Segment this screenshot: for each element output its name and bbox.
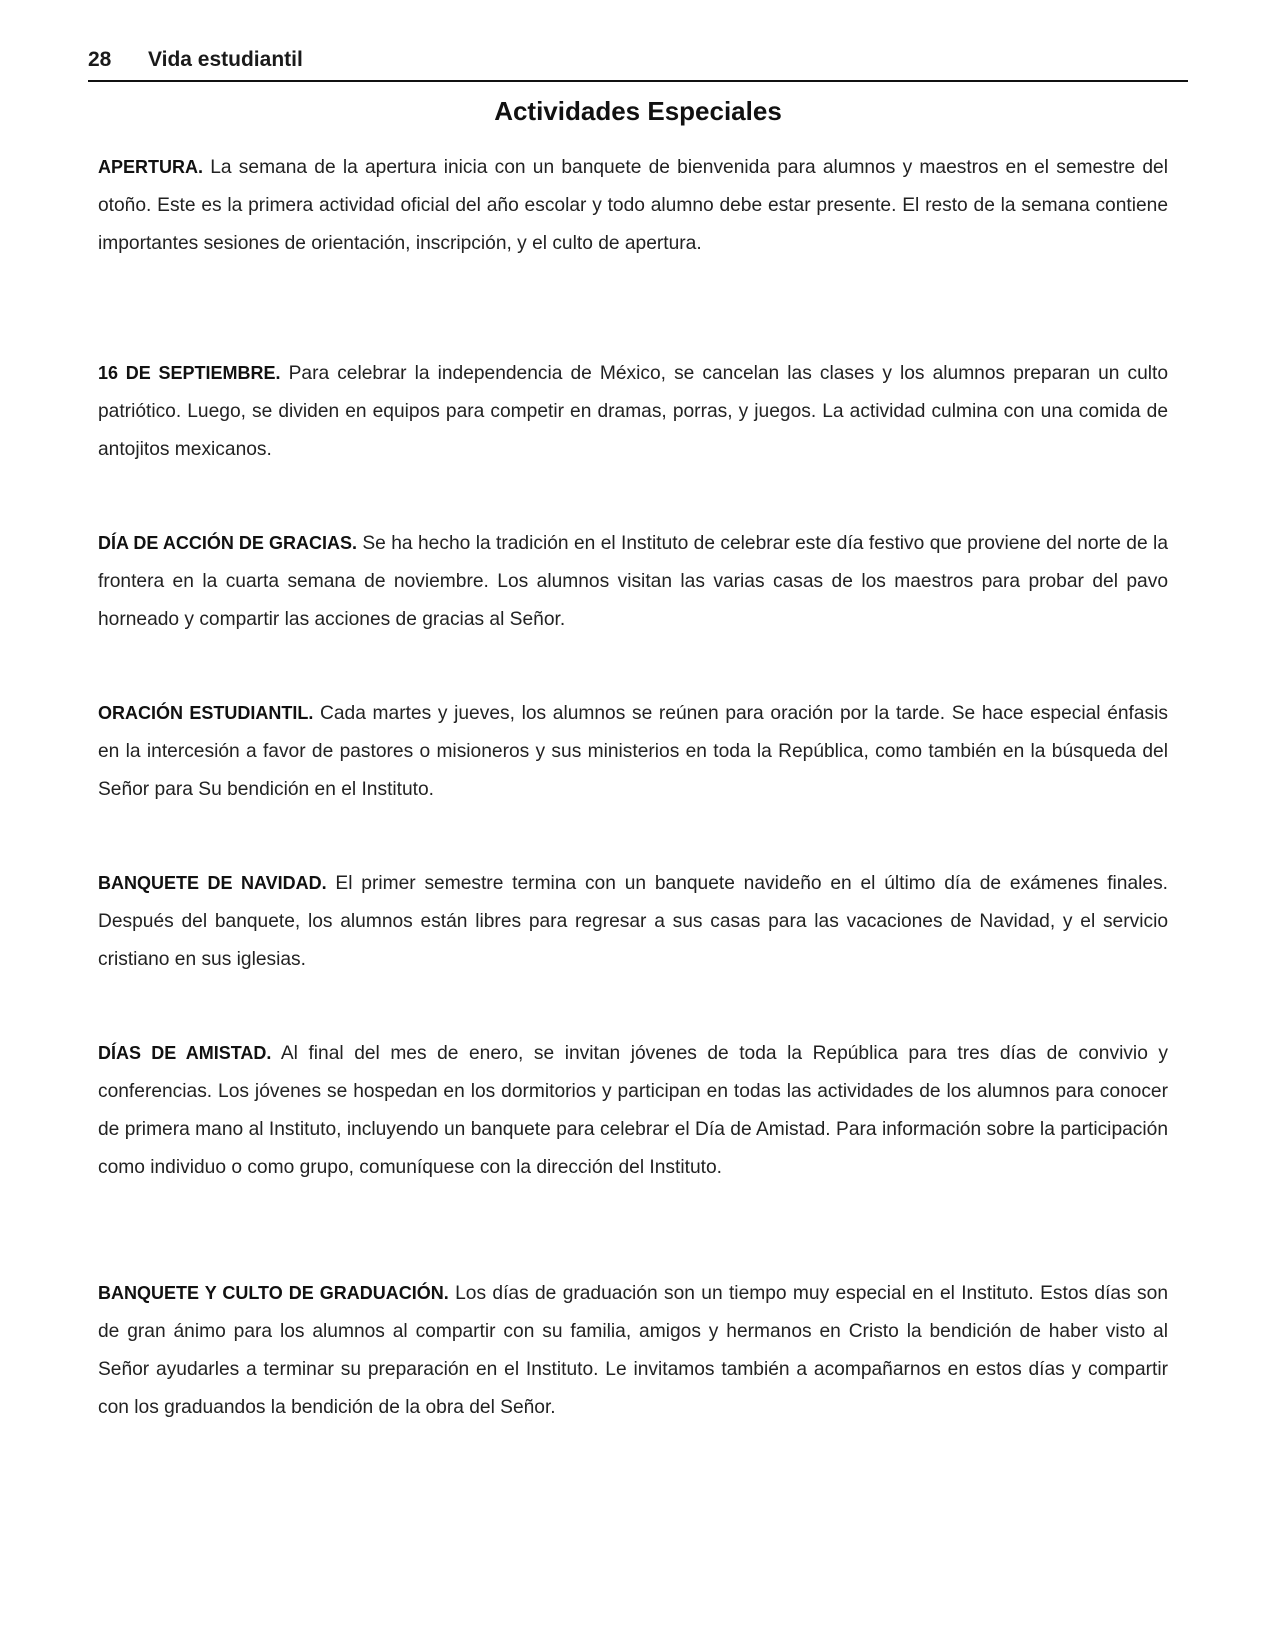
entry-text: Para celebrar la independencia de México, se cancelan las clases y los alumnos preparan un culto patriótico. Luego, se dividen en equipos para competir en dramas, porras, y juegos. La actividad culmina con una comida de antojitos mexicanos.: [98, 363, 1169, 460]
entry-text: Cada martes y jueves, los alumnos se reúnen para oración por la tarde. Se hace especial énfasis en la intercesión a favor de pastores o misioneros y sus ministerios en toda la República, como también en la búsqueda del Señor para Su bendición en el Instituto.: [98, 703, 1169, 800]
page-title: Actividades Especiales: [494, 96, 782, 126]
entry-graduacion: [98, 1274, 1168, 1427]
entry-apertura: [98, 148, 1168, 263]
entry-heading: 16 DE SEPTIEMBRE.: [98, 363, 281, 383]
header-divider: [88, 80, 1188, 82]
entry-heading: DÍAS DE AMISTAD.: [98, 1043, 272, 1063]
page-header: [88, 48, 1188, 80]
entry-oracion-estudiantil: [98, 694, 1168, 809]
entry-text: Los días de graduación son un tiempo muy especial en el Instituto. Estos días son de gran ánimo para los alumnos al compartir con su familia, amigos y hermanos en Cristo la bendición de haber visto al Señor ayudarles a terminar su preparación en el Instituto. Le invitamos también a acompañarnos en estos días y compartir con los graduandos la bendición de la obra del Señor.: [98, 1283, 1168, 1418]
entry-banquete-navidad: [98, 864, 1168, 979]
entry-16-septiembre: [98, 354, 1168, 469]
entry-text: Se ha hecho la tradición en el Instituto de celebrar este día festivo que proviene del norte de la frontera en la cuarta semana de noviembre. Los alumnos visitan las varias casas de los maestros para probar del pavo horneado y compartir las acciones de gracias al Señor.: [98, 533, 1168, 630]
entry-text: La semana de la apertura inicia con un banquete de bienvenida para alumnos y maestros en el semestre del otoño. Este es la primera actividad oficial del año escolar y todo alumno debe estar presente. El resto de la semana contiene importantes sesiones de orientación, inscripción, y el culto de apertura.: [98, 157, 1168, 254]
entry-heading: APERTURA.: [98, 157, 204, 177]
entry-accion-de-gracias: [98, 524, 1168, 639]
entry-heading: BANQUETE DE NAVIDAD.: [98, 873, 327, 893]
entry-dias-de-amistad: [98, 1034, 1168, 1187]
entry-text: El primer semestre termina con un banquete navideño en el último día de exámenes finales. Después del banquete, los alumnos están libres para regresar a sus casas para las vacaciones de Navidad, y el servicio cristiano en sus iglesias.: [98, 873, 1168, 970]
entry-heading: BANQUETE Y CULTO DE GRADUACIÓN.: [98, 1283, 449, 1303]
entry-text: Al final del mes de enero, se invitan jóvenes de toda la República para tres días de convivio y conferencias. Los jóvenes se hospedan en los dormitorios y participan en todas las actividades de los alumnos para conocer de primera mano al Instituto, incluyendo un banquete para celebrar el Día de Amistad. Para información sobre la participación como individuo o como grupo, comuníquese con la dirección del Instituto.: [98, 1043, 1168, 1178]
entry-heading: ORACIÓN ESTUDIANTIL.: [98, 703, 314, 723]
page-number: 28: [88, 48, 112, 71]
section-title: Vida estudiantil: [148, 48, 303, 71]
entry-heading: DÍA DE ACCIÓN DE GRACIAS.: [98, 533, 357, 553]
